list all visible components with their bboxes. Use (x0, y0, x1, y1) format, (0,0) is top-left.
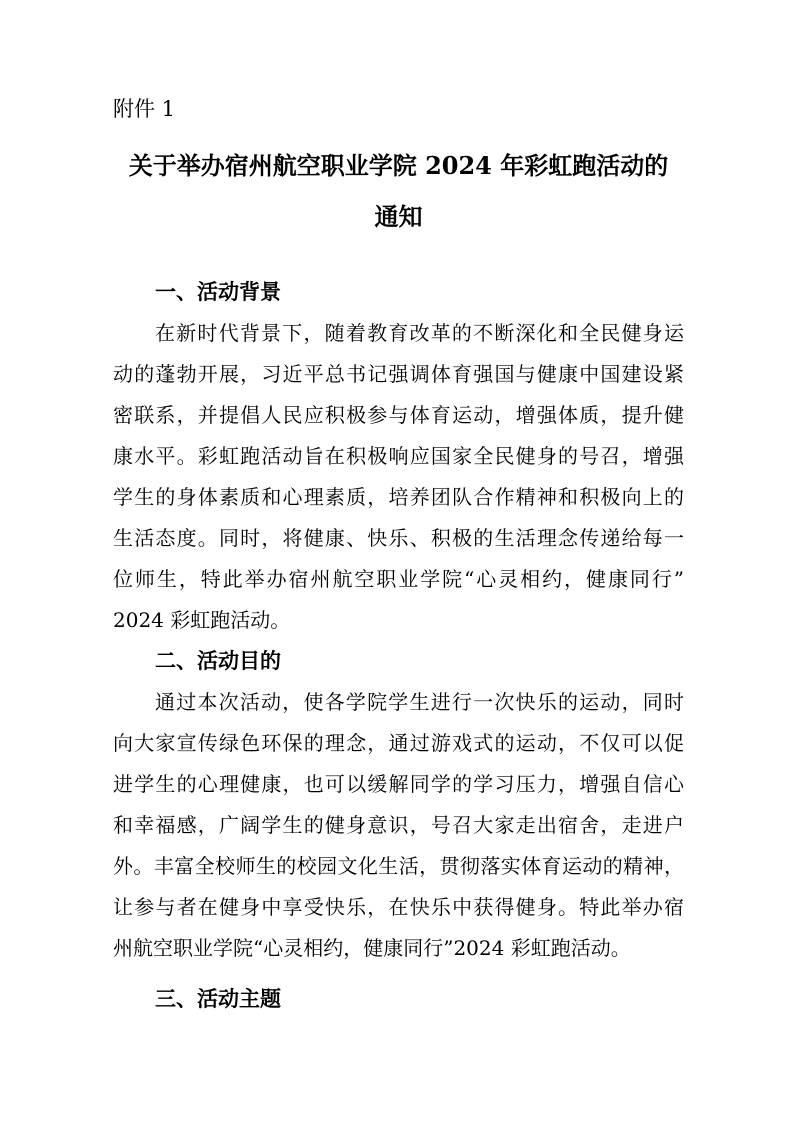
section-activity-theme (113, 979, 684, 1020)
document-title-line-2: 通知 (374, 202, 423, 231)
section-paragraph-activity-purpose (113, 682, 684, 969)
text-line: 2024 彩虹跑活动。 (113, 608, 291, 632)
text-line: 康水平。彩虹跑活动旨在积极响应国家全民健身的号召，增强 (113, 444, 684, 468)
document-content (113, 0, 684, 1020)
section-heading-activity-theme: 三、活动主题 (155, 987, 281, 1011)
text-line: 密联系，并提倡人民应积极参与体育运动，增强体质，提升健 (113, 403, 684, 427)
text-line: 通过本次活动，使各学院学生进行一次快乐的运动，同时 (155, 690, 684, 714)
attachment-label: 附件 1 (113, 97, 176, 121)
text-line: 向大家宣传绿色环保的理念，通过游戏式的运动，不仅可以促 (113, 731, 684, 755)
text-line: 外。丰富全校师生的校园文化生活，贯彻落实体育运动的精神， (113, 854, 684, 878)
text-line: 学生的身体素质和心理素质，培养团队合作精神和积极向上的 (113, 485, 684, 509)
text-line: 和幸福感，广阔学生的健身意识，号召大家走出宿舍，走进户 (113, 813, 684, 837)
document-title (113, 140, 684, 242)
text-line: 位师生，特此举办宿州航空职业学院“心灵相约，健康同行” (113, 567, 684, 591)
section-heading-activity-purpose: 二、活动目的 (155, 649, 281, 673)
section-paragraph-activity-background (113, 313, 684, 641)
text-line: 生活态度。同时，将健康、快乐、积极的生活理念传递给每一 (113, 526, 684, 550)
section-activity-background (113, 272, 684, 641)
text-line: 动的蓬勃开展，习近平总书记强调体育强国与健康中国建设紧 (113, 362, 684, 386)
section-activity-purpose (113, 641, 684, 969)
text-line: 州航空职业学院“心灵相约，健康同行”2024 彩虹跑活动。 (113, 936, 631, 960)
text-line: 让参与者在健身中享受快乐，在快乐中获得健身。特此举办宿 (113, 895, 684, 919)
text-line: 进学生的心理健康，也可以缓解同学的学习压力，增强自信心 (113, 772, 684, 796)
text-line: 在新时代背景下，随着教育改革的不断深化和全民健身运 (155, 321, 684, 345)
document-title-line-1: 关于举办宿州航空职业学院 2024 年彩虹跑活动的 (128, 151, 669, 180)
section-heading-activity-background: 一、活动背景 (155, 280, 281, 304)
